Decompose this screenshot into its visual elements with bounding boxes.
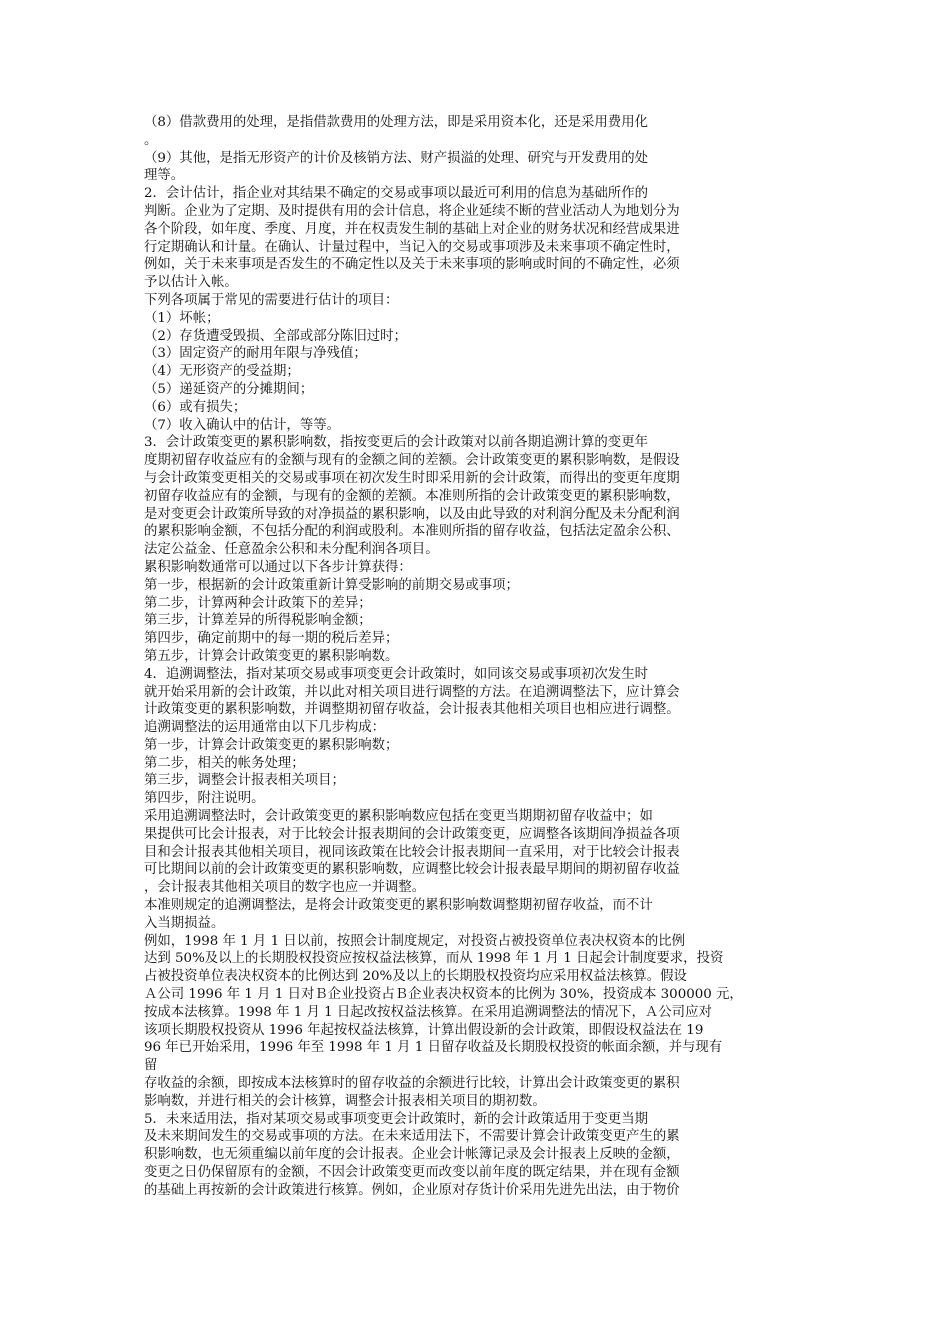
text-line: 影响数，并进行相关的会计核算，调整会计报表相关项目的期初数。 xyxy=(144,1093,546,1109)
text-line: 计政策变更的累积影响数，并调整期初留存收益，会计报表其他相关项目也相应进行调整。 xyxy=(144,702,680,718)
text-line: （5）递延资产的分摊期间； xyxy=(144,381,314,397)
text-line: 5．未来适用法，指对某项交易或事项变更会计政策时，新的会计政策适用于变更当期 xyxy=(144,1111,648,1127)
text-line: 按成本法核算。1998 年 1 月 1 日起改按权益法核算。在采用追溯调整法的情况下，Ａ公司应对 xyxy=(144,1004,712,1020)
text-line: 果提供可比会计报表，对于比较会计报表期间的会计政策变更，应调整各该期间净损益各项 xyxy=(144,826,680,842)
text-line: 第三步，计算差异的所得税影响金额； xyxy=(144,613,372,629)
text-line: （7）收入确认中的估计，等等。 xyxy=(144,417,340,433)
text-line: 行定期确认和计量。在确认、计量过程中，当记入的交易或事项涉及未来事项不确定性时， xyxy=(144,239,680,255)
document-body xyxy=(144,114,804,1217)
text-line: 判断。企业为了定期、及时提供有用的会计信息，将企业延续不断的营业活动人为地划分为 xyxy=(144,203,680,219)
text-line: 是对变更会计政策所导致的对净损益的累积影响，以及由此导致的对利润分配及未分配利润 xyxy=(144,506,680,522)
text-line xyxy=(144,1200,804,1218)
text-line: 的累积影响金额，不包括分配的利润或股利。本准则所指的留存收益，包括法定盈余公积、 xyxy=(144,524,680,540)
text-line: 及未来期间发生的交易或事项的方法。在未来适用法下，不需要计算会计政策变更产生的累 xyxy=(144,1129,680,1145)
text-line: 理等。 xyxy=(144,168,185,184)
text-line: （6）或有损失； xyxy=(144,399,247,415)
text-line: 积影响数，也无须重编以前年度的会计报表。企业会计帐簿记录及会计报表上反映的金额， xyxy=(144,1147,680,1163)
text-line: （3）固定资产的耐用年限与净残值； xyxy=(144,346,367,362)
text-line: 第二步，计算两种会计政策下的差异； xyxy=(144,595,372,611)
text-line: 该项长期股权投资从 1996 年起按权益法核算，计算出假设新的会计政策，即假设权益法在 19 xyxy=(144,1022,704,1038)
text-line: 入当期损益。 xyxy=(144,915,225,931)
text-line: 法定公益金、任意盈余公积和未分配利润各项目。 xyxy=(144,542,439,558)
text-line: 96 年已开始采用，1996 年至 1998 年 1 月 1 日留存收益及长期股权投资的帐面余额，并与现有 xyxy=(144,1040,723,1056)
text-line: Ａ公司 1996 年 1 月 1 日对Ｂ企业投资占Ｂ企业表决权资本的比例为 30%，投资成本 300000 元， xyxy=(144,987,743,1003)
text-line: 的基础上再按新的会计政策进行核算。例如，企业原对存货计价采用先进先出法，由于物价 xyxy=(144,1182,680,1198)
text-line: 。 xyxy=(144,132,158,148)
text-line: 第四步，附注说明。 xyxy=(144,791,265,807)
text-line: 予以估计入帐。 xyxy=(144,275,238,291)
text-line: 4．追溯调整法，指对某项交易或事项变更会计政策时，如同该交易或事项初次发生时 xyxy=(144,666,648,682)
text-line: 达到 50%及以上的长期股权投资应按权益法核算，而从 1998 年 1 月 1 日起会计制度要求，投资 xyxy=(144,951,724,967)
text-line: （2）存货遭受毁损、全部或部分陈旧过时； xyxy=(144,328,407,344)
text-line: 例如，关于未来事项是否发生的不确定性以及关于未来事项的影响或时间的不确定性，必须 xyxy=(144,257,680,273)
text-line: 各个阶段，如年度、季度、月度，并在权责发生制的基础上对企业的财务状况和经营成果进 xyxy=(144,221,680,237)
text-line: 采用追溯调整法时，会计政策变更的累积影响数应包括在变更当期期初留存收益中；如 xyxy=(144,809,653,825)
text-line: 第五步，计算会计政策变更的累积影响数。 xyxy=(144,648,399,664)
text-line: 度期初留存收益应有的金额与现有的金额之间的差额。会计政策变更的累积影响数，是假设 xyxy=(144,453,680,469)
text-line: 存收益的余额，即按成本法核算时的留存收益的余额进行比较，计算出会计政策变更的累积 xyxy=(144,1076,680,1092)
text-line: 累积影响数通常可以通过以下各步计算获得： xyxy=(144,559,412,575)
text-line: 3．会计政策变更的累积影响数，指按变更后的会计政策对以前各期追溯计算的变更年 xyxy=(144,435,648,451)
text-line: （4）无形资产的受益期； xyxy=(144,364,300,380)
text-line: 留 xyxy=(144,1058,158,1074)
text-line: 目和会计报表其他相关项目，视同该政策在比较会计报表期间一直采用，对于比较会计报表 xyxy=(144,844,680,860)
text-line: （1）坏帐； xyxy=(144,310,220,326)
text-line: 第四步，确定前期中的每一期的税后差异； xyxy=(144,631,399,647)
text-line: 第一步，根据新的会计政策重新计算受影响的前期交易或事项； xyxy=(144,577,519,593)
text-line: 初留存收益应有的金额，与现有的金额的差额。本准则所指的会计政策变更的累积影响数， xyxy=(144,488,680,504)
text-line: （8）借款费用的处理，是指借款费用的处理方法，即是采用资本化，还是采用费用化 xyxy=(144,115,648,130)
text-line: ，会计报表其他相关项目的数字也应一并调整。 xyxy=(144,880,426,896)
text-line: （9）其他，是指无形资产的计价及核销方法、财产损溢的处理、研究与开发费用的处 xyxy=(144,150,648,166)
text-line: 第三步，调整会计报表相关项目； xyxy=(144,773,345,789)
text-line: 就开始采用新的会计政策，并以此对相关项目进行调整的方法。在追溯调整法下，应计算会 xyxy=(144,684,680,700)
text-line: 2．会计估计，指企业对其结果不确定的交易或事项以最近可利用的信息为基础所作的 xyxy=(144,186,648,202)
text-line: 可比期间以前的会计政策变更的累积影响数，应调整比较会计报表最早期间的期初留存收益 xyxy=(144,862,680,878)
text-line: 变更之日仍保留原有的金额，不因会计政策变更而改变以前年度的既定结果，并在现有金额 xyxy=(144,1165,680,1181)
text-line: 第二步，相关的帐务处理； xyxy=(144,755,305,771)
text-line: 下列各项属于常见的需要进行估计的项目： xyxy=(144,292,399,308)
text-line: 例如，1998 年 1 月 1 日以前，按照会计制度规定，对投资占被投资单位表决权资本的比例 xyxy=(144,933,686,949)
text-line: 占被投资单位表决权资本的比例达到 20%及以上的长期股权投资均应采用权益法核算。假设 xyxy=(144,969,687,985)
text-line: 本准则规定的追溯调整法，是将会计政策变更的累积影响数调整期初留存收益，而不计 xyxy=(144,898,653,914)
text-line: 第一步，计算会计政策变更的累积影响数； xyxy=(144,737,399,753)
text-line: 追溯调整法的运用通常由以下几步构成： xyxy=(144,720,386,736)
text-line: 与会计政策变更相关的交易或事项在初次发生时即采用新的会计政策，而得出的变更年度期 xyxy=(144,470,680,486)
